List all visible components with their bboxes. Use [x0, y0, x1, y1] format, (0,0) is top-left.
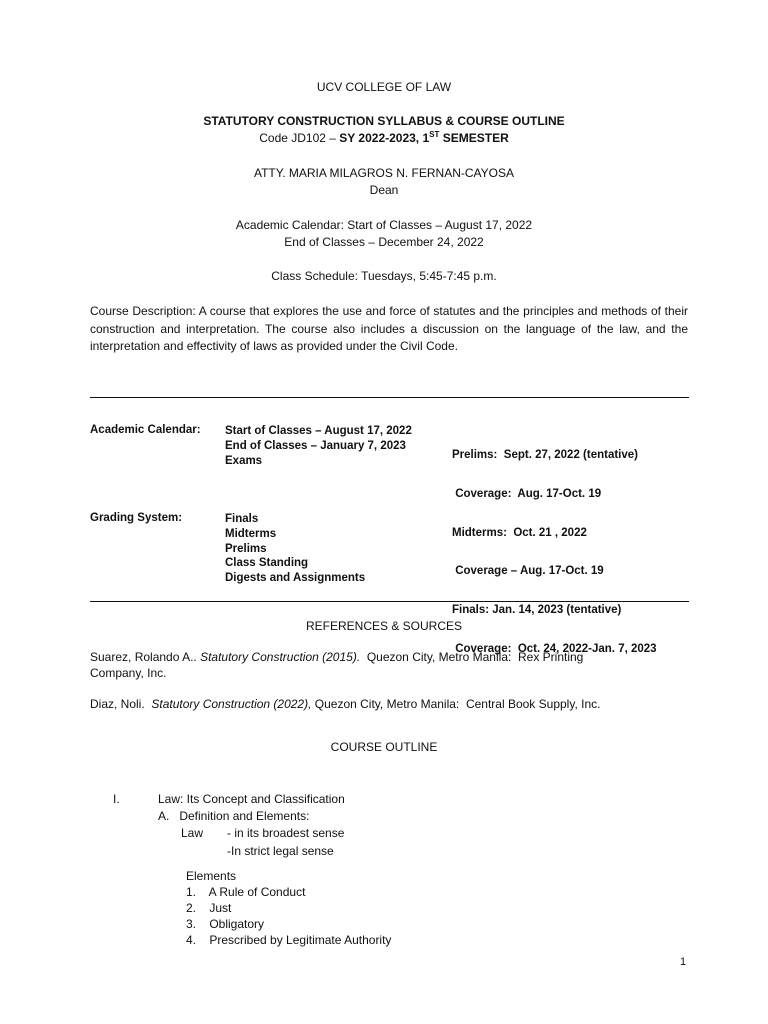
- document-title: STATUTORY CONSTRUCTION SYLLABUS & COURSE OUTLINE: [203, 114, 565, 128]
- finals-coverage: Coverage: Oct. 24, 2022-Jan. 7, 2023: [452, 642, 657, 655]
- semester-label: SEMESTER: [439, 131, 509, 145]
- outline-topic: Law: Its Concept and Classification: [158, 792, 345, 806]
- reference-1-title: Statutory Construction (2015).: [200, 650, 361, 664]
- element-item: 2. Just: [186, 901, 232, 915]
- class-schedule: Class Schedule: Tuesdays, 5:45-7:45 p.m.: [271, 269, 497, 283]
- course-code-line: [0, 131, 768, 145]
- grading-item-midterms: Midterms: [225, 527, 277, 540]
- law-definition-strict: -In strict legal sense: [227, 844, 334, 858]
- grading-item-class-standing: Class Standing: [225, 557, 309, 570]
- course-outline-heading: COURSE OUTLINE: [330, 740, 438, 754]
- course-code: Code JD102 –: [259, 131, 340, 145]
- finals-date: Finals: Jan. 14, 2023 (tentative): [452, 604, 622, 617]
- calendar-start: Start of Classes – August 17, 2022: [225, 425, 412, 437]
- dean-title: Dean: [369, 183, 399, 197]
- academic-calendar-line: Academic Calendar: Start of Classes – August 17, 2022: [235, 218, 533, 232]
- section-divider: [90, 397, 689, 398]
- references-heading: REFERENCES & SOURCES: [305, 619, 463, 633]
- reference-2-title: Statutory Construction (2022),: [151, 697, 312, 711]
- prelims-coverage: Coverage: Aug. 17-Oct. 19: [452, 487, 602, 500]
- semester-ordinal: ST: [429, 130, 440, 139]
- prelims-date: Prelims: Sept. 27, 2022 (tentative): [452, 449, 638, 461]
- reference-2-author: Diaz, Noli.: [90, 697, 152, 711]
- elements-label: Elements: [186, 869, 237, 883]
- element-item: 4. Prescribed by Legitimate Authority: [186, 933, 392, 947]
- reference-1-author: Suarez, Rolando A..: [90, 650, 201, 664]
- end-of-classes-line: End of Classes – December 24, 2022: [284, 235, 484, 249]
- grading-item-digests: Digests and Assignments: [225, 572, 366, 585]
- element-item: 3. Obligatory: [186, 917, 265, 931]
- grading-item-prelims: Prelims: [225, 542, 267, 555]
- midterms-date: Midterms: Oct. 21 , 2022: [452, 526, 587, 539]
- law-label: Law: [181, 826, 204, 840]
- section-divider: [90, 601, 689, 602]
- page-number: 1: [680, 956, 687, 968]
- calendar-exams: Exams: [225, 454, 263, 467]
- reference-1: [90, 650, 583, 664]
- law-definition-broad: - in its broadest sense: [227, 826, 345, 840]
- dean-name: ATTY. MARIA MILAGROS N. FERNAN-CAYOSA: [253, 166, 515, 180]
- course-description-text: A course that explores the use and force of statutes and the principles and methods of their construction and interpretation. The course also includes a discussion on the language of the law, and the interpretation and effectivity of laws as provided under the Civil Code.: [90, 304, 688, 354]
- element-item: 1. A Rule of Conduct: [186, 885, 306, 899]
- reference-2-publisher: Quezon City, Metro Manila: Central Book Supply, Inc.: [311, 697, 601, 711]
- grading-items: [225, 512, 365, 586]
- course-description-label: Course Description:: [90, 304, 196, 318]
- calendar-table-label: Academic Calendar:: [90, 424, 201, 436]
- reference-1-publisher: Quezon City, Metro Manila: Rex Printing: [360, 650, 584, 664]
- calendar-end: End of Classes – January 7, 2023: [225, 439, 406, 452]
- calendar-exam-column: [452, 424, 657, 681]
- grading-item-finals: Finals: [225, 513, 259, 525]
- outline-roman-numeral: I.: [113, 792, 120, 806]
- school-year: SY 2022-2023, 1: [339, 131, 430, 145]
- midterms-coverage: Coverage – Aug. 17-Oct. 19: [452, 565, 604, 578]
- course-description: [90, 303, 688, 356]
- outline-subtopic-a: A. Definition and Elements:: [158, 809, 310, 823]
- calendar-middle-column: [225, 424, 412, 468]
- college-name: UCV COLLEGE OF LAW: [316, 80, 452, 94]
- reference-1-continued: Company, Inc.: [90, 666, 167, 680]
- grading-system-label: Grading System:: [90, 512, 183, 524]
- reference-2: [90, 697, 600, 711]
